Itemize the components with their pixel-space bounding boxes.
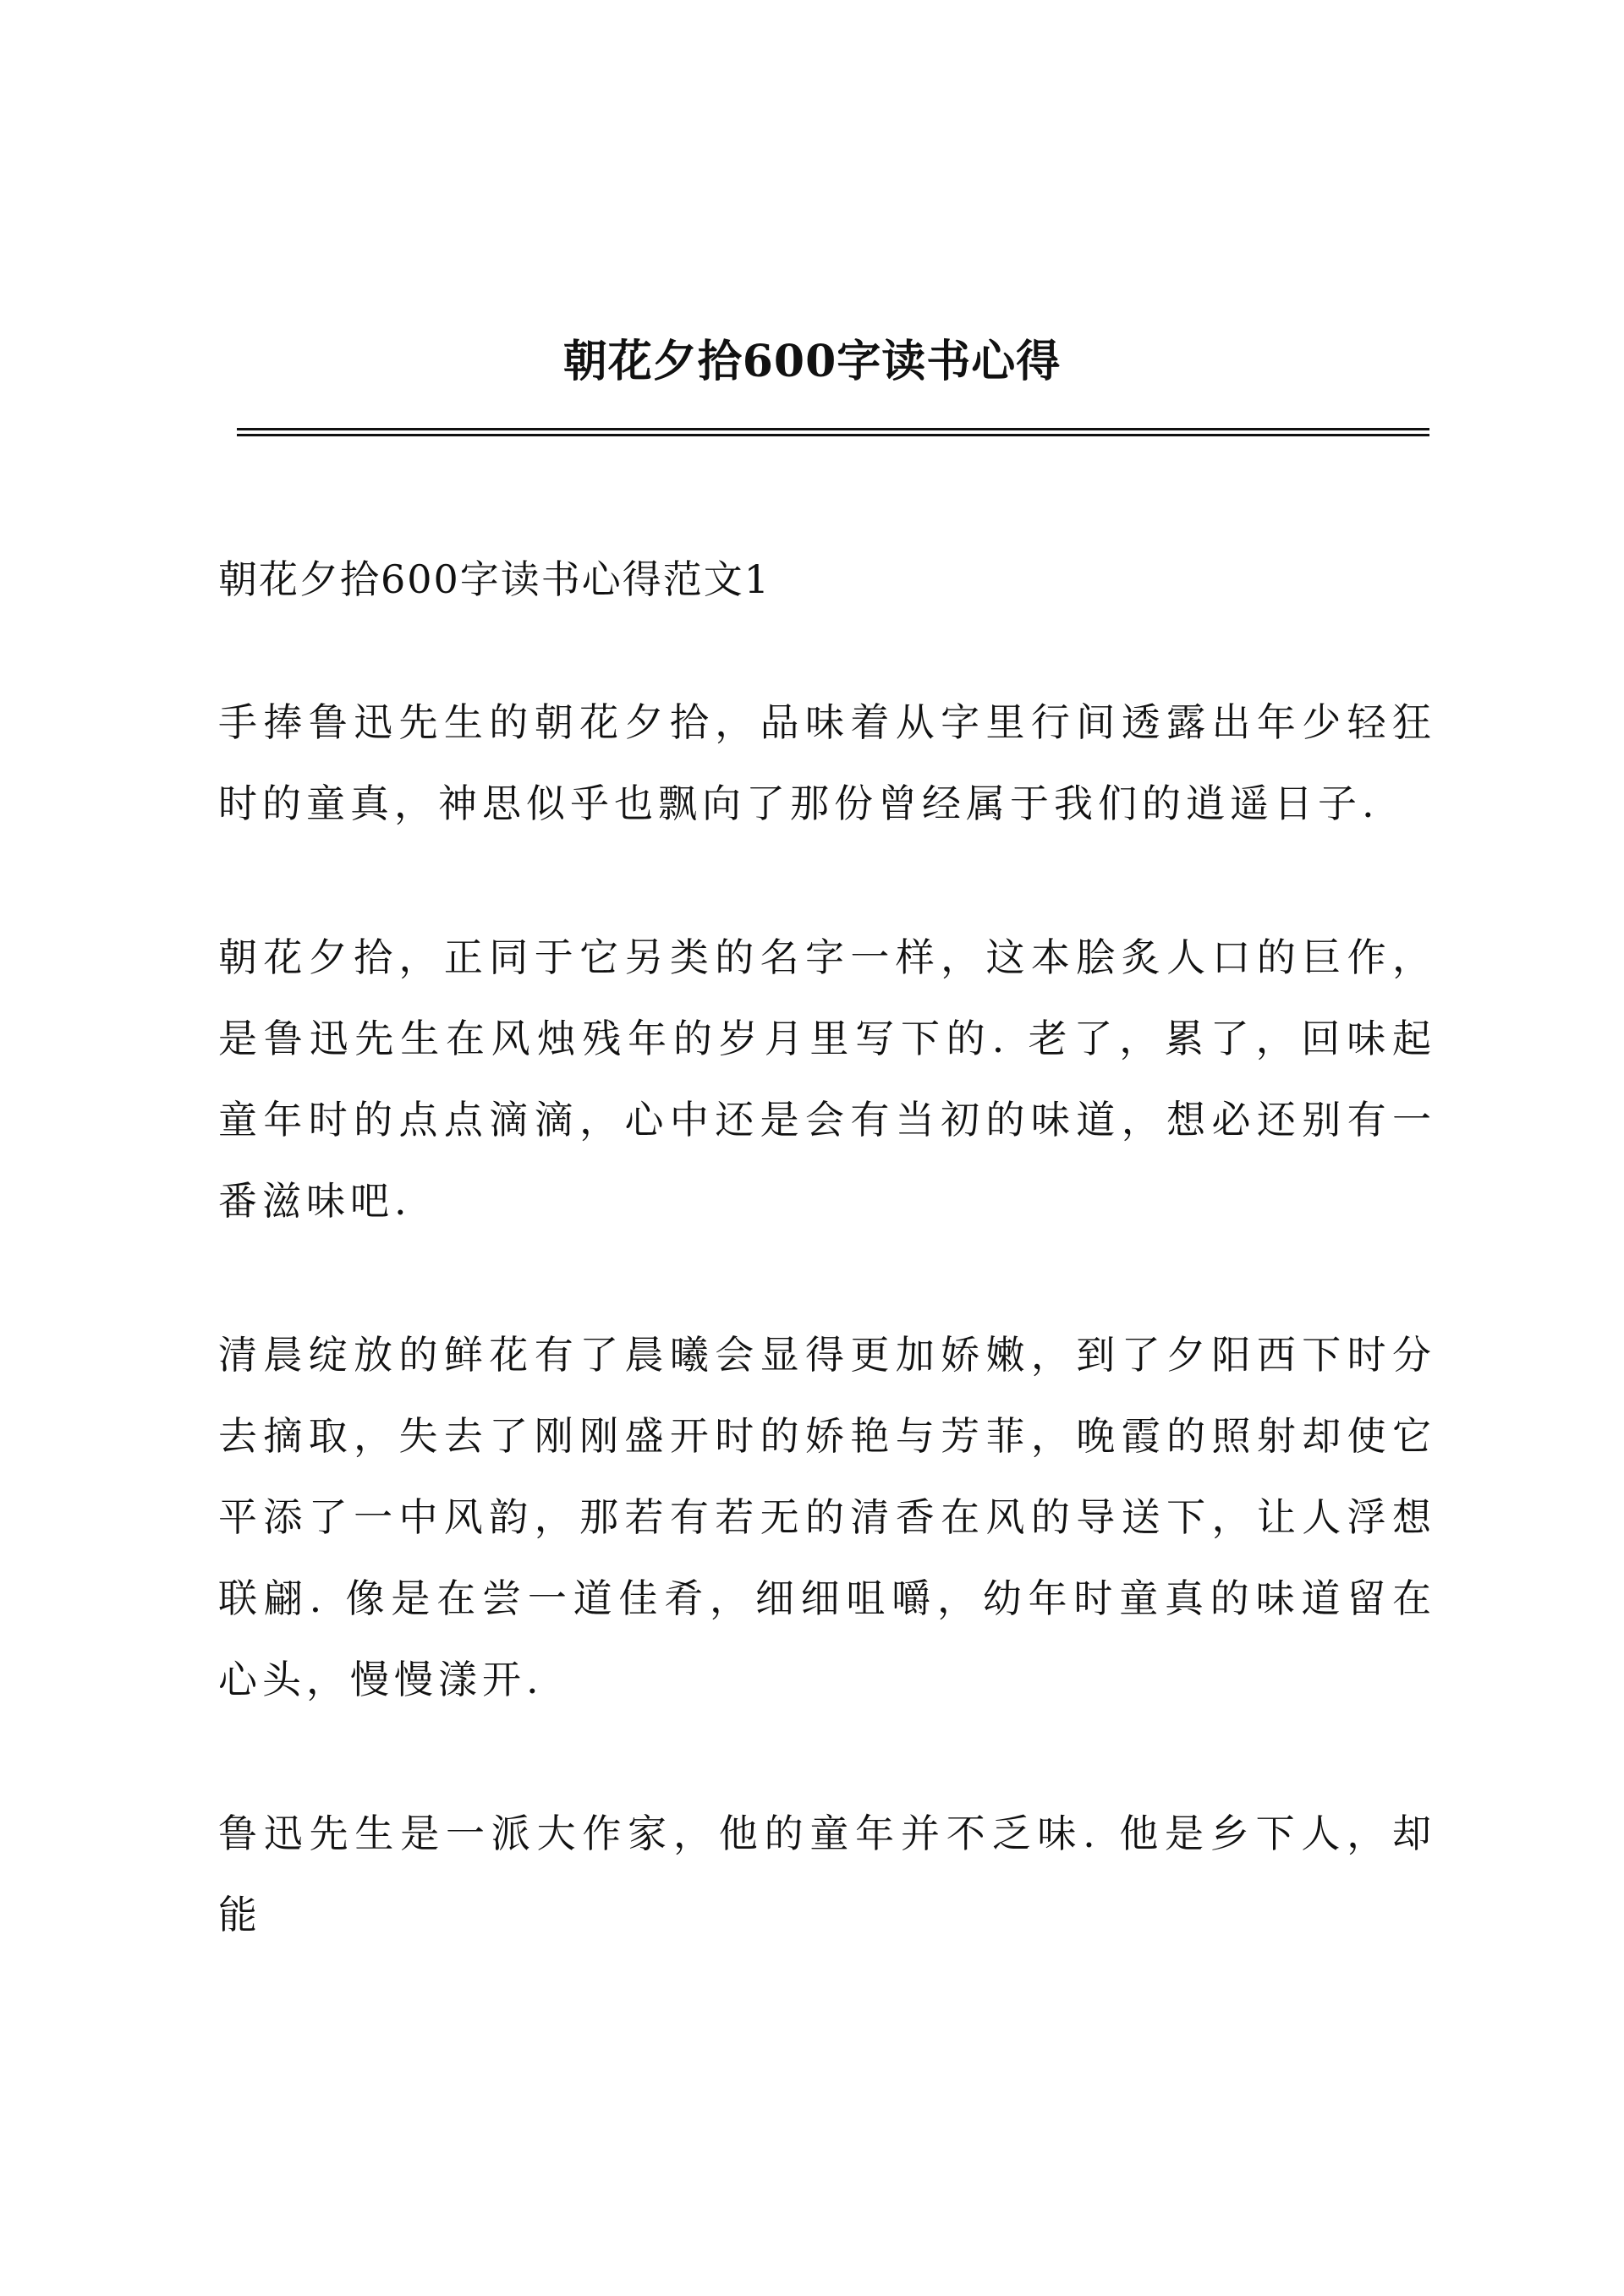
paragraph-3: 清晨绽放的鲜花有了晨曦会显得更加娇嫩，到了夕阳西下时分去摘取，失去了刚刚盛开时的娇艳与芳菲，晚霞的照射却使它平添了一中风韵，那若有若无的清香在风的导送下，让人浮想联翩. 像是在尝一道佳肴，细细咀嚼，幼年时童真的味道留在心头，慢慢漾开. — [218, 1332, 1436, 1702]
paragraph-1: 手捧鲁迅先生的朝花夕拾，品味着从字里行间透露出年少轻狂时的童真，神思似乎也飘向了那份曾经属于我们的逍遥日子. — [218, 699, 1436, 826]
section-subheading: 朝花夕拾600字读书心得范文1 — [218, 556, 771, 602]
title-double-rule — [237, 428, 1429, 436]
document-body — [218, 550, 1436, 2028]
paragraph-4: 鲁迅先生是一派大作家，他的童年并不乏味. 他是乡下人，却能 — [218, 1811, 1436, 1937]
document-title: 朝花夕拾600字读书心得 — [562, 336, 1062, 387]
paragraph-2: 朝花夕拾，正同于它另类的名字一样，这本脍炙人口的巨作，是鲁迅先生在风烛残年的岁月里写下的. 老了，累了，回味起童年时的点点滴滴，心中还是会有当初的味道，想必还别有一番滋味吧. — [218, 934, 1436, 1224]
